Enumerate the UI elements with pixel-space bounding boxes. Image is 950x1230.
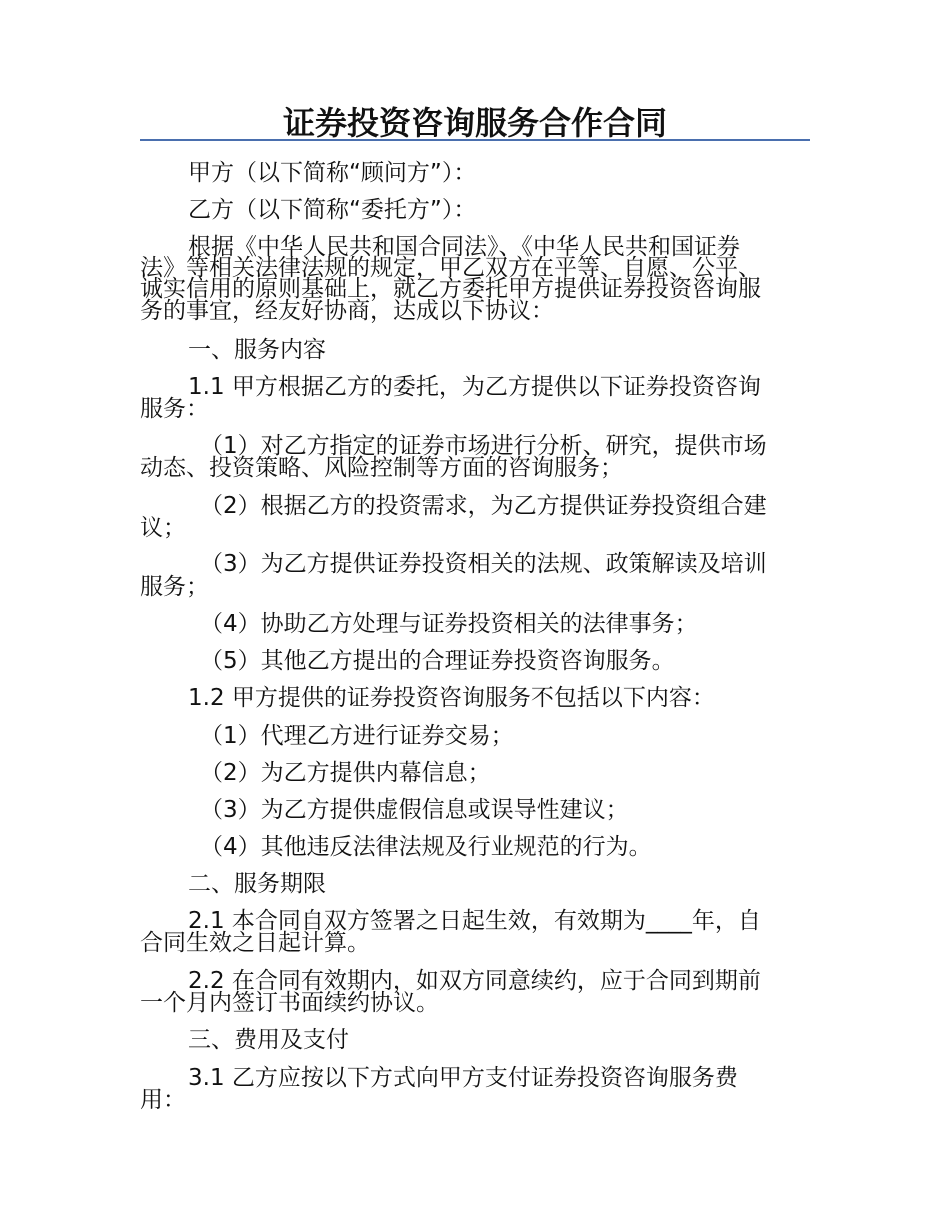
list-item: （5）其他乙方提出的合理证券投资咨询服务。 xyxy=(200,648,675,674)
clause-line: 服务： xyxy=(140,396,209,422)
clause-line: 2.1 本合同自双方签署之日起生效，有效期为____年，自 xyxy=(188,908,761,934)
clause-line: 1.1 甲方根据乙方的委托，为乙方提供以下证券投资咨询 xyxy=(188,374,761,400)
section-heading: 一、服务内容 xyxy=(188,337,326,363)
preamble-line: 诚实信用的原则基础上，就乙方委托甲方提供证券投资咨询服 xyxy=(140,276,761,302)
title-underline xyxy=(140,139,810,141)
list-item: （3）为乙方提供虚假信息或误导性建议； xyxy=(200,797,629,823)
list-item: 议； xyxy=(140,515,186,541)
party-a-line: 甲方（以下简称“顾问方”）： xyxy=(188,160,477,186)
clause-line: 1.2 甲方提供的证券投资咨询服务不包括以下内容： xyxy=(188,685,715,711)
section-heading: 二、服务期限 xyxy=(188,871,326,897)
contract-title: 证券投资咨询服务合作合同 xyxy=(282,104,667,142)
list-item: （1）代理乙方进行证券交易； xyxy=(200,723,514,749)
list-item: 服务； xyxy=(140,574,209,600)
list-item: （3）为乙方提供证券投资相关的法规、政策解读及培训 xyxy=(200,551,767,577)
list-item: （2）根据乙方的投资需求，为乙方提供证券投资组合建 xyxy=(200,493,767,519)
list-item: （4）其他违反法律法规及行业规范的行为。 xyxy=(200,834,652,860)
preamble-line: 法》等相关法律法规的规定，甲乙双方在平等、自愿、公平、 xyxy=(140,255,761,281)
party-b-line: 乙方（以下简称“委托方”）： xyxy=(188,197,477,223)
list-item: （1）对乙方指定的证券市场进行分析、研究，提供市场 xyxy=(200,433,767,459)
clause-line: 2.2 在合同有效期内，如双方同意续约，应于合同到期前 xyxy=(188,968,761,994)
list-item: 动态、投资策略、风险控制等方面的咨询服务； xyxy=(140,455,623,481)
clause-line: 合同生效之日起计算。 xyxy=(140,930,370,956)
preamble-line: 根据《中华人民共和国合同法》、《中华人民共和国证券 xyxy=(188,234,740,260)
clause-line: 3.1 乙方应按以下方式向甲方支付证券投资咨询服务费 xyxy=(188,1065,738,1091)
clause-line: 用： xyxy=(140,1087,186,1113)
list-item: （4）协助乙方处理与证券投资相关的法律事务； xyxy=(200,611,698,637)
section-heading: 三、费用及支付 xyxy=(188,1027,349,1053)
clause-line: 一个月内签订书面续约协议。 xyxy=(140,990,439,1016)
preamble-line: 务的事宜，经友好协商，达成以下协议： xyxy=(140,298,554,324)
list-item: （2）为乙方提供内幕信息； xyxy=(200,760,491,786)
